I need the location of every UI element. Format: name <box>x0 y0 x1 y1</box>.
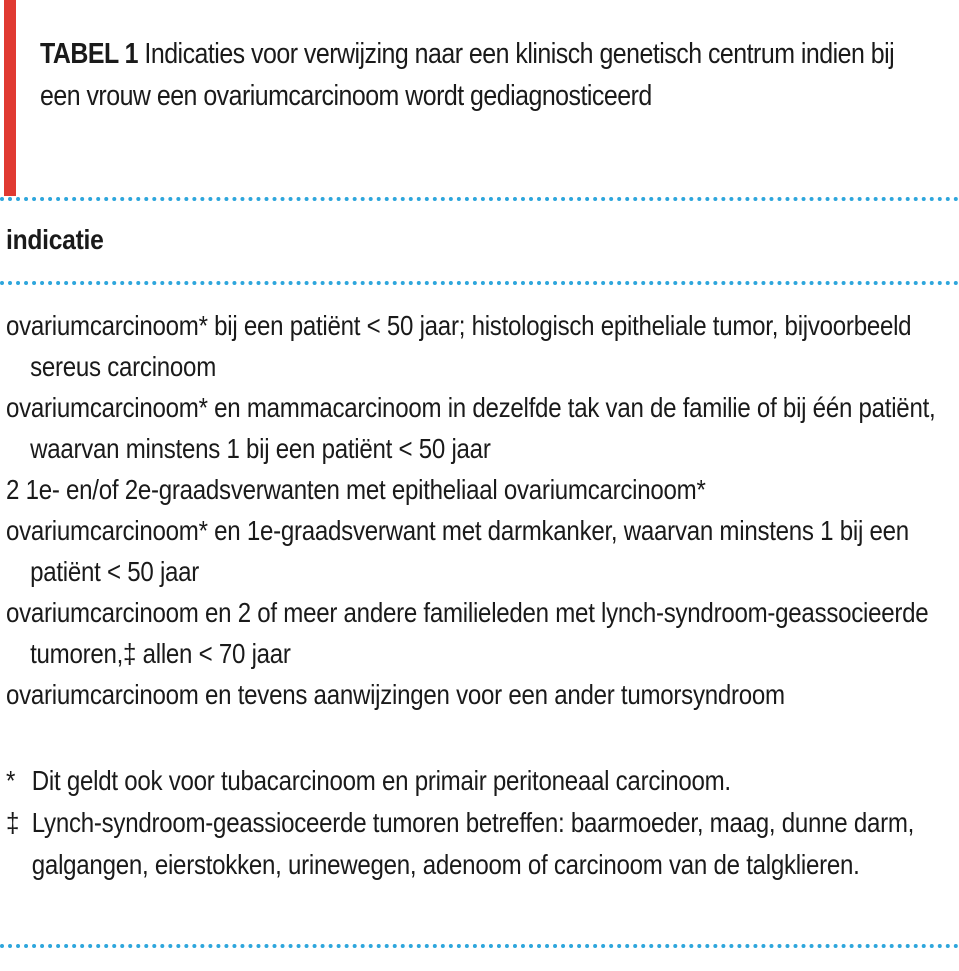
column-header: indicatie <box>6 224 104 255</box>
table-row: ovariumcarcinoom en tevens aanwijzingen voor een ander tumorsyndroom <box>6 679 785 710</box>
table-body <box>6 305 943 715</box>
table-row: ovariumcarcinoom* en 1e-graadsverwant met darmkanker, waarvan minstens 1 bij een patiënt < 50 jaar <box>6 515 909 587</box>
footnotes <box>6 760 943 886</box>
table-row: ovariumcarcinoom* en mammacarcinoom in dezelfde tak van de familie of bij één patiënt, waarvan minstens 1 bij een patiënt < 50 jaar <box>6 392 936 464</box>
footnote-symbol: ‡ <box>6 807 20 838</box>
footnote-text: Lynch-syndroom-geassioceerde tumoren betreffen: baarmoeder, maag, dunne darm, galgangen, eierstokken, urinewegen, adenoom of carcinoom van de talgklieren. <box>31 807 915 880</box>
footnote <box>6 760 943 802</box>
footnote-text: Dit geldt ook voor tubacarcinoom en primair peritoneaal carcinoom. <box>31 765 731 796</box>
table-caption <box>40 33 940 117</box>
rule-bottom <box>0 944 959 948</box>
table-row: ovariumcarcinoom* bij een patiënt < 50 jaar; histologisch epitheliale tumor, bijvoorbeeld sereus carcinoom <box>6 310 912 382</box>
footnote-symbol: * <box>6 765 16 796</box>
footnote <box>6 802 943 886</box>
rule-header <box>0 281 959 285</box>
table-row: ovariumcarcinoom en 2 of meer andere familieleden met lynch-syndroom-geassocieerde tumoren,‡ allen < 70 jaar <box>6 597 929 669</box>
caption-accent-bar <box>4 0 16 196</box>
caption-text: Indicaties voor verwijzing naar een klinisch genetisch centrum indien bij een vrouw een ovariumcarcinoom wordt gediagnosticeerd <box>40 38 895 112</box>
table-row: 2 1e- en/of 2e-graadsverwanten met epitheliaal ovariumcarcinoom* <box>6 474 706 505</box>
caption-label: TABEL 1 <box>40 38 139 70</box>
rule-top <box>0 197 959 201</box>
